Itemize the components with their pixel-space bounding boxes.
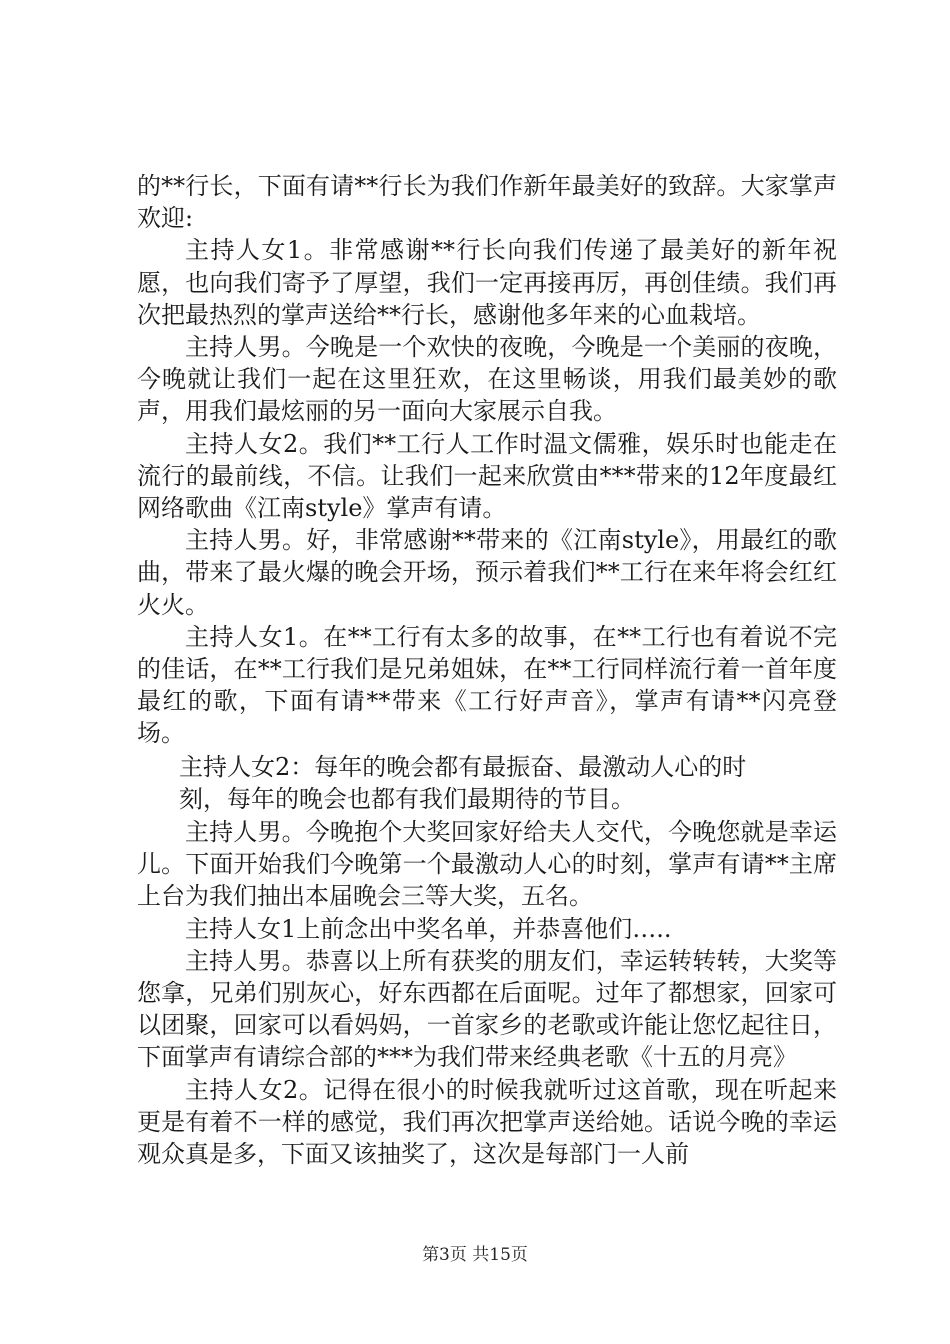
paragraph-continued: 的**行长，下面有请**行长为我们作新年最美好的致辞。大家掌声欢迎: [137,172,837,233]
hanging-line-1: 主持人女2：每年的晚会都有最振奋、最激动人心的时 [179,752,747,781]
paragraph-host-male-lottery: 主持人男。今晚抱个大奖回家好给夫人交代，今晚您就是幸运儿。下面开始我们今晚第一个最激动人心的时刻，掌声有请**主席上台为我们抽出本届晚会三等大奖，五名。 [137,818,837,911]
paragraph-host-female-2-gangnam: 主持人女2。我们**工行人工作时温文儒雅，娱乐时也能走在流行的最前线，不信。让我们一起来欣赏由***带来的12年度最红网络歌曲《江南style》掌声有请。 [137,429,837,523]
paragraph-host-female-2-moment [137,751,837,815]
paragraph-host-male-thanks: 主持人男。好，非常感谢**带来的《江南style》，用最红的歌曲，带来了最火爆的晚会开场，预示着我们**工行在来年将会红红火火。 [137,526,837,619]
paragraph-host-female-2-song: 主持人女2。记得在很小的时候我就听过这首歌，现在听起来更是有着不一样的感觉，我们再次把掌声送给她。话说今晚的幸运观众真是多，下面又该抽奖了，这次是每部门一人前 [137,1075,837,1169]
document-body [137,170,837,1170]
paragraph-host-female-1-thanks: 主持人女1。非常感谢**行长向我们传递了最美好的新年祝愿，也向我们寄予了厚望，我们一定再接再厉，再创佳绩。我们再次把最热烈的掌声送给**行长，感谢他多年来的心血栽培。 [137,236,837,329]
paragraph-host-female-1-stories: 主持人女1。在**工行有太多的故事，在**工行也有着说不完的佳话，在**工行我们是兄弟姐妹，在**工行同样流行着一首年度最红的歌，下面有请**带来《工行好声音》，掌声有请**闪亮登场。 [137,622,837,748]
paragraph-host-male-evening: 主持人男。今晚是一个欢快的夜晚，今晚是一个美丽的夜晚，今晚就让我们一起在这里狂欢，在这里畅谈，用我们最美妙的歌声，用我们最炫丽的另一面向大家展示自我。 [137,333,837,426]
hanging-line-2: 刻，每年的晚会也都有我们最期待的节目。 [179,784,635,813]
paragraph-host-female-1-winners: 主持人女1上前念出中奖名单，并恭喜他们….. [185,914,672,943]
paragraph-host-male-congrats: 主持人男。恭喜以上所有获奖的朋友们，幸运转转转，大奖等您拿，兄弟们别灰心，好东西都在后面呢。过年了都想家，回家可以团聚，回家可以看妈妈，一首家乡的老歌或许能让您忆起往日，下面掌声有请综合部的***为我们带来经典老歌《十五的月亮》 [137,946,837,1072]
page-number-footer: 第3页 共15页 [422,1245,528,1265]
